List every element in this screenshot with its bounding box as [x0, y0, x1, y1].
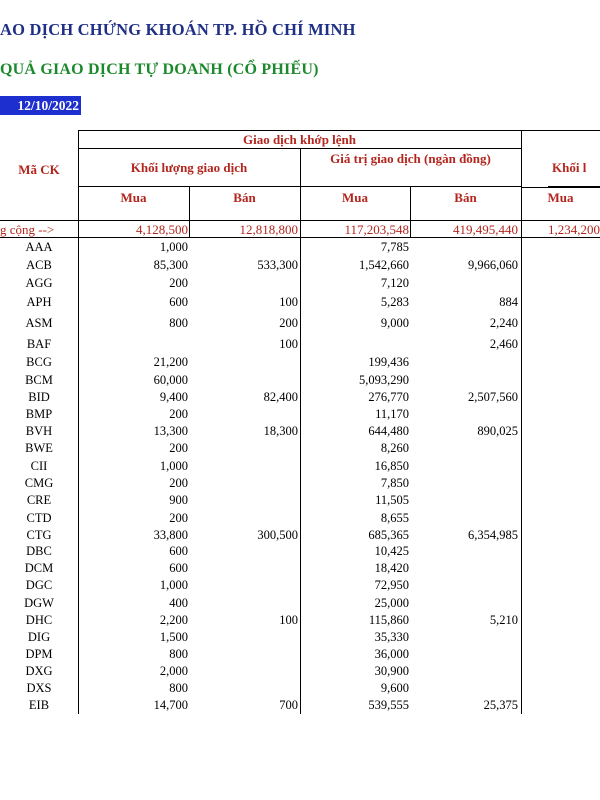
cell-val-buy: 10,425	[374, 544, 409, 558]
cell-code: BAF	[26, 337, 52, 351]
cell-code: ASM	[25, 316, 53, 330]
cell-vol-buy: 200	[169, 276, 188, 290]
header-volume: Khối lượng giao dịch	[78, 149, 300, 187]
cell-code: DGW	[24, 596, 54, 610]
cell-vol-buy: 800	[169, 647, 188, 661]
cell-vol-buy: 14,700	[153, 698, 188, 712]
total-vol-buy: 4,128,500	[136, 222, 188, 237]
table-row	[0, 275, 600, 291]
cell-vol-sell: 82,400	[263, 390, 298, 404]
cell-vol-buy: 900	[169, 493, 188, 507]
cell-val-buy: 7,850	[380, 476, 409, 490]
cell-val-sell: 2,460	[489, 337, 518, 351]
header-vol-sell: Bán	[233, 190, 256, 205]
table-row	[0, 475, 600, 491]
cell-val-buy: 539,555	[368, 698, 409, 712]
cell-val-buy: 5,283	[380, 295, 409, 309]
cell-val-buy: 115,860	[368, 613, 409, 627]
table-row	[0, 680, 600, 696]
cell-code: CMG	[24, 476, 54, 490]
cell-vol-sell: 300,500	[257, 528, 298, 542]
cell-vol-buy: 1,000	[159, 578, 188, 592]
cell-val-buy: 644,480	[368, 424, 409, 438]
cell-code: CRE	[26, 493, 52, 507]
table-row	[0, 389, 600, 405]
table-row	[0, 543, 600, 559]
table-row	[0, 406, 600, 422]
cell-val-sell: 5,210	[489, 613, 518, 627]
table-row	[0, 440, 600, 456]
cell-code: BCM	[25, 373, 53, 387]
cell-val-buy: 25,000	[374, 596, 409, 610]
report-date: 12/10/2022	[0, 96, 81, 115]
cell-vol-buy: 800	[169, 316, 188, 330]
cell-code: ACB	[26, 258, 52, 272]
cell-code: DXG	[25, 664, 53, 678]
cell-vol-buy: 2,000	[159, 664, 188, 678]
cell-code: AAA	[25, 240, 53, 254]
table-row	[0, 239, 600, 255]
header-value: Giá trị giao dịch (ngàn đồng)	[300, 149, 521, 187]
table-row	[0, 315, 600, 331]
cell-val-sell: 884	[499, 295, 518, 309]
cell-val-buy: 8,260	[380, 441, 409, 455]
header-code: Mã CK	[18, 162, 60, 177]
cell-vol-buy: 600	[169, 544, 188, 558]
cell-code: AGG	[25, 276, 53, 290]
table-row	[0, 372, 600, 388]
cell-code: CII	[30, 459, 48, 473]
table-row	[0, 560, 600, 576]
table-row	[0, 423, 600, 439]
cell-val-buy: 35,330	[374, 630, 409, 644]
cell-vol-buy: 1,000	[159, 459, 188, 473]
table-row	[0, 663, 600, 679]
cell-code: EIB	[28, 698, 50, 712]
cell-val-buy: 16,850	[374, 459, 409, 473]
grid-line	[78, 130, 79, 220]
cell-vol-buy: 33,800	[153, 528, 188, 542]
cell-code: CTG	[26, 528, 52, 542]
cell-vol-sell: 100	[279, 295, 298, 309]
cell-vol-buy: 1,500	[159, 630, 188, 644]
grid-line	[78, 221, 79, 238]
cell-code: BCG	[26, 355, 52, 369]
cell-val-buy: 8,655	[380, 511, 409, 525]
cell-val-sell: 9,966,060	[468, 258, 518, 272]
header-val-buy: Mua	[342, 190, 368, 205]
cell-val-buy: 685,365	[368, 528, 409, 542]
table-row	[0, 257, 600, 273]
cell-vol-buy: 60,000	[153, 373, 188, 387]
table-row	[0, 336, 600, 352]
grid-line	[300, 149, 301, 220]
cell-vol-sell: 100	[279, 337, 298, 351]
cell-val-buy: 1,542,660	[359, 258, 409, 272]
table-row	[0, 458, 600, 474]
cell-vol-buy: 600	[169, 295, 188, 309]
table-row	[0, 612, 600, 628]
cell-vol-sell: 200	[279, 316, 298, 330]
grid-line	[300, 221, 301, 238]
cell-val-buy: 7,120	[380, 276, 409, 290]
header-volume-partial: Khối l	[548, 149, 600, 187]
cell-code: DHC	[25, 613, 53, 627]
cell-vol-buy: 85,300	[153, 258, 188, 272]
table-row	[0, 646, 600, 662]
cell-code: DIG	[27, 630, 51, 644]
cell-val-buy: 276,770	[368, 390, 409, 404]
table-row	[0, 697, 600, 713]
cell-val-buy: 30,900	[374, 664, 409, 678]
cell-val-sell: 6,354,985	[468, 528, 518, 542]
total-vol-sell: 12,818,800	[239, 222, 298, 237]
grid-line	[410, 221, 411, 238]
table-row	[0, 629, 600, 645]
cell-code: BVH	[25, 424, 53, 438]
grid-line	[189, 187, 190, 220]
cell-val-sell: 2,507,560	[468, 390, 518, 404]
cell-code: BID	[28, 390, 50, 404]
header-group-matched: Giao dịch khớp lệnh	[78, 130, 521, 149]
grid-line	[521, 130, 522, 220]
cell-code: CTD	[26, 511, 52, 525]
total-val-buy: 117,203,548	[344, 222, 409, 237]
cell-code: BWE	[25, 441, 53, 455]
table-row	[0, 294, 600, 310]
cell-vol-buy: 400	[169, 596, 188, 610]
cell-vol-buy: 2,200	[159, 613, 188, 627]
table-row	[0, 595, 600, 611]
cell-code: DPM	[25, 647, 53, 661]
cell-vol-buy: 9,400	[159, 390, 188, 404]
cell-vol-buy: 13,300	[153, 424, 188, 438]
table-row	[0, 577, 600, 593]
cell-vol-buy: 800	[169, 681, 188, 695]
header-val-sell: Bán	[454, 190, 477, 205]
cell-vol-buy: 200	[169, 476, 188, 490]
grid-line	[410, 187, 411, 220]
cell-vol-buy: 600	[169, 561, 188, 575]
total-row	[0, 220, 600, 238]
cell-code: DGC	[25, 578, 53, 592]
cell-code: APH	[26, 295, 52, 309]
cell-val-sell: 890,025	[477, 424, 518, 438]
cell-vol-buy: 21,200	[153, 355, 188, 369]
cell-val-buy: 199,436	[368, 355, 409, 369]
cell-vol-buy: 200	[169, 441, 188, 455]
cell-vol-buy: 1,000	[159, 240, 188, 254]
cell-vol-sell: 18,300	[263, 424, 298, 438]
cell-val-buy: 5,093,290	[359, 373, 409, 387]
cell-vol-buy: 200	[169, 511, 188, 525]
cell-val-buy: 9,600	[380, 681, 409, 695]
total-val-sell: 419,495,440	[453, 222, 518, 237]
cell-val-sell: 25,375	[483, 698, 518, 712]
grid-line	[521, 221, 522, 238]
cell-val-buy: 72,950	[374, 578, 409, 592]
table-row	[0, 492, 600, 508]
cell-val-buy: 11,170	[375, 407, 409, 421]
cell-code: DXS	[26, 681, 52, 695]
total-extra: 1,234,200	[548, 222, 600, 237]
cell-vol-buy: 200	[169, 407, 188, 421]
cell-val-buy: 11,505	[375, 493, 409, 507]
report-title: QUẢ GIAO DỊCH TỰ DOANH (CỔ PHIẾU)	[0, 61, 319, 78]
cell-val-buy: 7,785	[380, 240, 409, 254]
total-label: g cộng -->	[0, 222, 55, 237]
cell-vol-sell: 100	[279, 613, 298, 627]
cell-val-sell: 2,240	[489, 316, 518, 330]
cell-val-buy: 18,420	[374, 561, 409, 575]
cell-val-buy: 36,000	[374, 647, 409, 661]
header-extra-buy: Mua	[547, 190, 574, 205]
cell-code: BMP	[25, 407, 53, 421]
cell-code: DCM	[24, 561, 54, 575]
table-row	[0, 527, 600, 543]
cell-code: DBC	[26, 544, 52, 558]
cell-vol-sell: 533,300	[257, 258, 298, 272]
cell-vol-sell: 700	[279, 698, 298, 712]
table-row	[0, 354, 600, 370]
table-row	[0, 510, 600, 526]
report-org-title: AO DỊCH CHỨNG KHOÁN TP. HỒ CHÍ MINH	[0, 20, 356, 39]
cell-val-buy: 9,000	[380, 316, 409, 330]
header-vol-buy: Mua	[120, 190, 147, 205]
grid-line	[189, 221, 190, 238]
